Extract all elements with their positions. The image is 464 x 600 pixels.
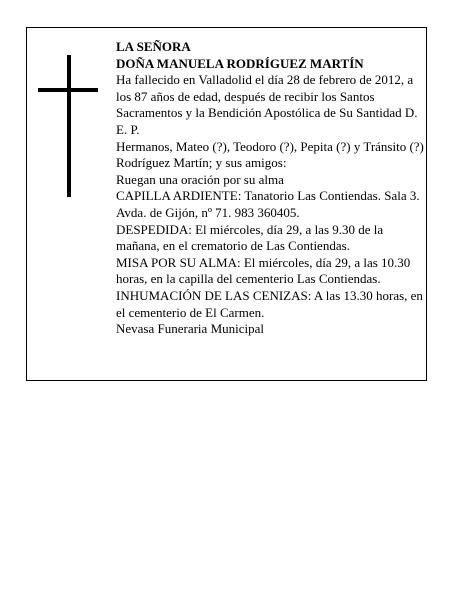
cross-vertical-bar — [67, 55, 71, 197]
obituary-notice — [26, 27, 427, 381]
passing-paragraph: Ha fallecido en Valladolid el día 28 de febrero de 2012, a los 87 años de edad, después de recibir los Santos Sacramentos y la Bendición Apostólica de Su Santidad D. E. P. — [116, 72, 418, 137]
cross-icon — [38, 55, 98, 197]
chapel-paragraph: CAPILLA ARDIENTE: Tanatorio Las Contiendas. Sala 3. Avda. de Gijón, nº 71. 983 360405. — [116, 188, 420, 220]
deceased-name: DOÑA MANUELA RODRÍGUEZ MARTÍN — [116, 55, 364, 71]
prayer-line: Ruegan una oración por su alma — [116, 171, 284, 187]
family-paragraph: Hermanos, Mateo (?), Teodoro (?), Pepita (?) y Tránsito (?) Rodríguez Martín; y sus amigos: — [116, 138, 424, 171]
notice-heading: LA SEÑORA — [116, 39, 191, 54]
cross-horizontal-bar — [38, 88, 98, 92]
mass-paragraph: MISA POR SU ALMA: El miércoles, día 29, a las 10.30 horas, en la capilla del cementerio Las Contiendas. — [116, 254, 411, 287]
notice-text — [116, 39, 424, 338]
ashes-paragraph: INHUMACIÓN DE LAS CENIZAS: A las 13.30 horas, en el cementerio de El Carmen. — [116, 287, 423, 320]
farewell-paragraph: DESPEDIDA: El miércoles, día 29, a las 9.30 de la mañana, en el crematorio de Las Contiendas. — [116, 221, 384, 254]
funeral-home-line: Nevasa Funeraria Municipal — [116, 321, 265, 337]
